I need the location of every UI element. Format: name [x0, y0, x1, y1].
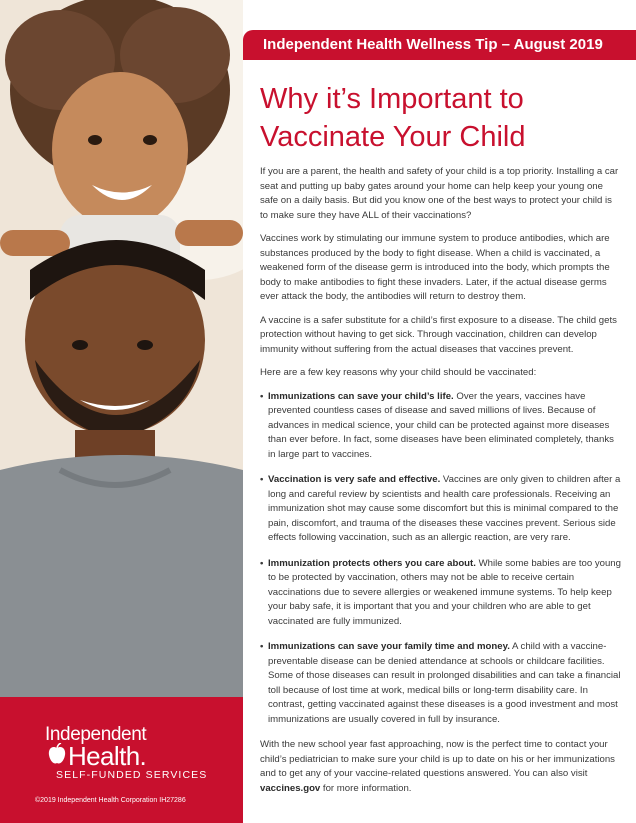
footer-panel [0, 697, 243, 823]
list-item-text: While some babies are too young to be protected by vaccination, others may not be able to receive certain vaccinations due to severe allergies or weakened immune systems. To help keep your baby safe, it is important that you and your children who are able to get vaccinated are fully immunized. [268, 557, 621, 627]
reasons-list [260, 390, 622, 728]
list-item [260, 640, 622, 727]
intro-paragraph: A vaccine is a safer substitute for a child’s first exposure to a disease. The child gets protection without having to get sick. Through vaccination, children can develop immunity without suffering from the actual diseases that vaccines prevent. [260, 314, 617, 355]
intro-paragraph: Vaccines work by stimulating our immune system to produce antibodies, which are substances produced by the body to fight disease. When a child is vaccinated, a weakened form of the disease germ is introduced into the body, which prompts the body to make antibodies to fight these invaders. Later, if the actual disease germs ever attack the body, the antibodies will return to destroy them. [260, 233, 610, 302]
logo-tagline: SELF-FUNDED SERVICES [56, 769, 208, 781]
intro-paragraph: Here are a few key reasons why your child should be vaccinated: [260, 367, 537, 378]
apple-logo-icon [48, 743, 66, 765]
banner-title: Independent Health Wellness Tip – August 2019 [263, 36, 603, 53]
copyright-notice: ©2019 Independent Health Corporation IH27286 [35, 797, 186, 804]
list-item-lead: Immunizations can save your child’s life. [268, 390, 454, 402]
closing-text: With the new school year fast approaching, now is the perfect time to contact your child’s pediatrician to make sure your child is up to date on his or her immunizations and to get any of your vaccine-related questions answered. You can also visit [260, 739, 615, 779]
list-item-lead: Immunizations can save your family time and money. [268, 641, 510, 652]
logo-wordmark-health: Health. [68, 741, 147, 771]
closing-tail: for more information. [320, 782, 412, 794]
closing-paragraph [260, 738, 622, 796]
logo-wordmark-independent: Independent [45, 724, 147, 745]
intro-paragraph: If you are a parent, the health and safety of your child is a top priority. Installing a car seat and putting up baby gates around your home can help keep your young one safe on a daily basis. But did you know one of the best ways to protect your child is to make sure they have ALL of their vaccinations? [260, 166, 619, 221]
list-item-text: Over the years, vaccines have prevented countless cases of disease and saved millions of lives. Because of advances in medical science, your child can be protected against more diseases than ever before. In fact, some diseases have been eliminated completely, thanks in large part to vaccines. [268, 390, 614, 460]
list-item-lead: Vaccination is very safe and effective. [268, 474, 441, 485]
list-item [260, 473, 622, 546]
father-child-illustration [0, 0, 243, 697]
vaccines-gov-link[interactable]: vaccines.gov [260, 782, 321, 794]
list-item-lead: Immunization protects others you care about. [268, 557, 476, 569]
page-title-line-2: Vaccinate Your Child [260, 121, 526, 153]
article-body [260, 165, 622, 805]
list-item-text: A child with a vaccine-preventable disease can be denied attendance at schools or childcare facilities. Some of those diseases can result in prolonged disabilities and can take a financial toll because of lost time at work, medical bills or long-term disability care. In contrast, getting vaccinated against these diseases is a good investment and most immunizations are usually covered in full by insurance. [268, 641, 621, 725]
page-title-line-1: Why it’s Important to [260, 83, 524, 115]
list-item [260, 390, 622, 463]
list-item [260, 557, 622, 630]
hero-photo [0, 0, 243, 697]
list-item-text: Vaccines are only given to children after a long and careful review by scientists and health care professionals. Receiving an immunization shot may cause some discomfort but this is minimal compared to the pain, discomfort, and trauma of the diseases these vaccines prevent. Serious side effects following vaccination, such as an allergic reaction, are very rare. [268, 474, 621, 543]
page-title [260, 80, 620, 156]
header-banner [243, 30, 636, 60]
